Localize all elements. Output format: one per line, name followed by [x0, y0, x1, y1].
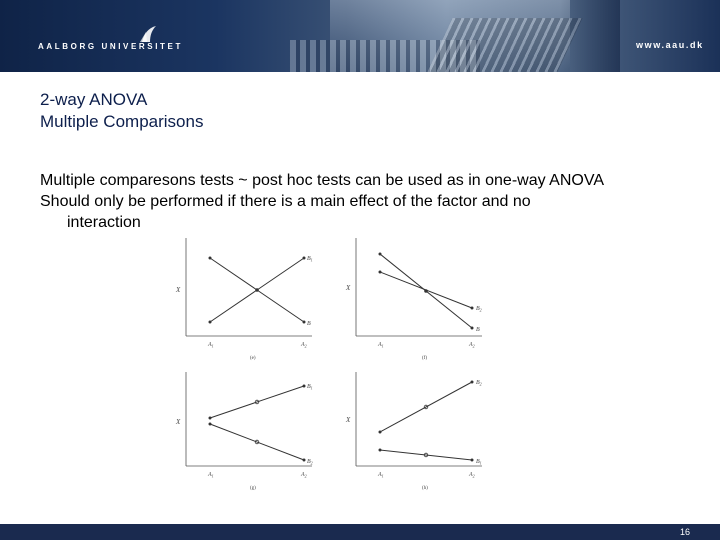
panel-f-tick-a2: $A_2$ [469, 342, 475, 349]
panel-h-caption: (h) [422, 486, 428, 491]
body-line-1: Multiple comparesons tests ~ post hoc tests can be used as in one-way ANOVA [40, 172, 604, 189]
panel-h-y-label: X [346, 416, 351, 424]
slide-body [40, 170, 700, 233]
header-banner [0, 0, 720, 72]
interaction-plots-figure [172, 236, 512, 496]
panel-h-line-b2 [380, 382, 472, 432]
slide-title-line-1: 2-way ANOVA [40, 90, 148, 109]
panel-h-point [471, 459, 474, 462]
panel-g-label-b1: $B_1$ [307, 384, 313, 391]
panel-e-y-label: X [176, 286, 181, 294]
body-line-3: interaction [67, 214, 141, 231]
panel-g-caption: (g) [250, 486, 256, 491]
panel-f-label-b2: $B_2$ [476, 306, 482, 313]
panel-g-point [209, 417, 212, 420]
panel-g-y-label: X [176, 418, 181, 426]
panel-f-point [471, 307, 474, 310]
panel-f-caption: (f) [422, 356, 427, 361]
panel-g-label-b2: $B_2$ [307, 459, 313, 466]
slide-title [40, 89, 203, 133]
website-url: www.aau.dk [636, 40, 704, 50]
panel-e-point [209, 321, 212, 324]
panel-e-caption: (e) [250, 356, 256, 361]
panel-h-line-b1 [380, 450, 472, 460]
panel-g-line-b1 [210, 386, 304, 418]
panel-e-point [255, 288, 259, 292]
panel-h-point [379, 449, 382, 452]
university-name: AALBORG UNIVERSITET [38, 42, 183, 51]
panel-h-point [379, 431, 382, 434]
panel-h-tick-a1: $A_1$ [378, 472, 384, 479]
panel-e-point [209, 257, 212, 260]
panel-g-point [303, 459, 306, 462]
panel-g-point [209, 423, 212, 426]
university-logo-icon [138, 24, 160, 44]
panel-h-point [471, 381, 474, 384]
panel-g-tick-a2: $A_2$ [301, 472, 307, 479]
page-number: 16 [679, 527, 690, 537]
panel-h [345, 372, 482, 491]
panel-f-tick-a1: $A_1$ [378, 342, 384, 349]
panel-e-point [303, 321, 306, 324]
panel-e-tick-a2: $A_2$ [301, 342, 307, 349]
panel-h-label-b2: $B_2$ [476, 380, 482, 387]
panel-f-point [379, 253, 382, 256]
footer-bar [0, 524, 720, 540]
panel-h-tick-a2: $A_2$ [469, 472, 475, 479]
panel-f [345, 238, 482, 361]
panel-f-point [424, 289, 428, 293]
panel-g-line-b2 [210, 424, 304, 460]
panel-g-tick-a1: $A_1$ [208, 472, 214, 479]
panel-g-point [303, 385, 306, 388]
panel-f-point [379, 271, 382, 274]
panel-e-point [303, 257, 306, 260]
body-line-2: Should only be performed if there is a main effect of the factor and no [40, 193, 531, 210]
panel-e-label-b1: $B_1$ [307, 256, 313, 263]
slide-title-line-2: Multiple Comparisons [40, 112, 204, 131]
panel-f-y-label: X [346, 284, 351, 292]
panel-e-label-b: B [307, 321, 311, 327]
panel-f-point [471, 327, 474, 330]
banner-photo-shade [560, 0, 620, 72]
panel-h-label-b1: $B_1$ [476, 459, 482, 466]
panel-e [175, 238, 313, 361]
panel-g [175, 372, 313, 491]
panel-f-label-b: B [476, 327, 480, 333]
panel-e-tick-a1: $A_1$ [208, 342, 214, 349]
